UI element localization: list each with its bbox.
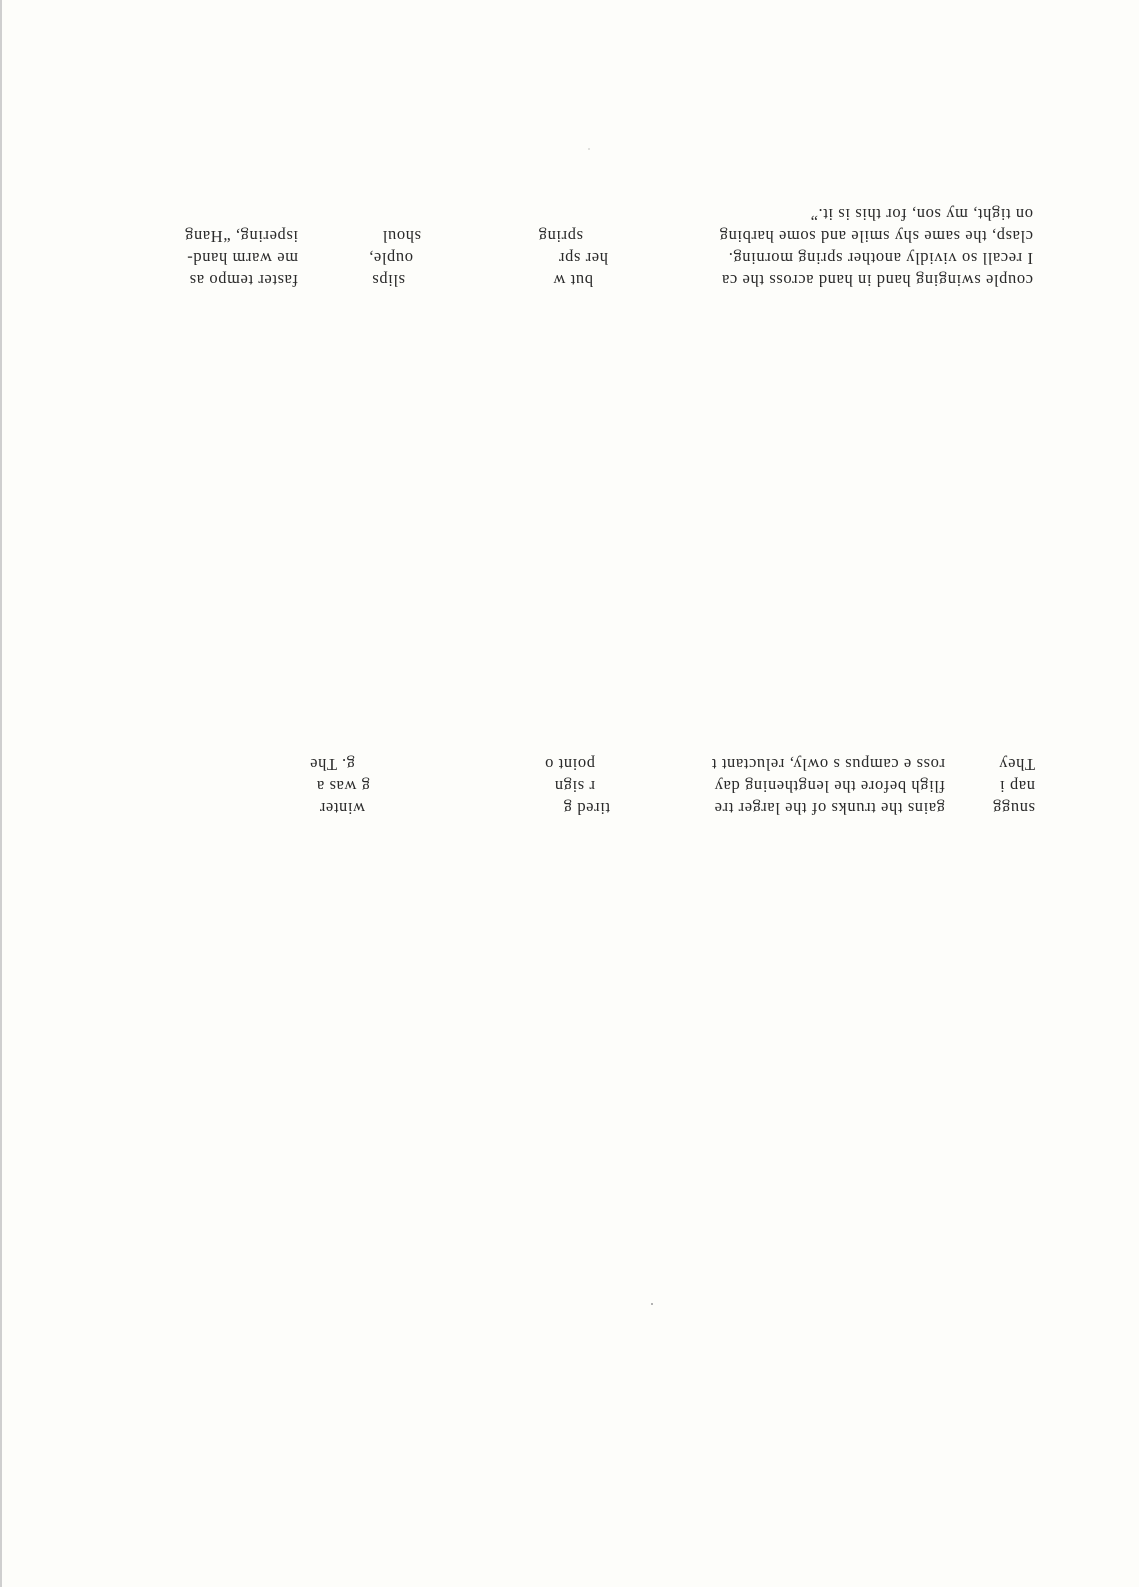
upside-down-paragraph-top (165, 202, 1033, 290)
text-fragment: shoul (382, 227, 421, 246)
page-edge-line (0, 0, 2, 1587)
text-fragment: on tight, my son, for this is it.” (810, 205, 1033, 224)
paper-speck (588, 148, 590, 150)
text-line (165, 246, 1033, 268)
text-fragment: me warm hand- (186, 249, 298, 268)
text-fragment: clasp, the same shy smile and some harbing (719, 227, 1033, 246)
text-fragment: They (998, 755, 1035, 774)
text-fragment: point o (544, 755, 595, 774)
text-fragment: but w (552, 271, 593, 290)
text-line (165, 224, 1033, 246)
text-line (165, 268, 1033, 290)
text-fragment: her spr (558, 249, 608, 268)
text-fragment: ouple, (368, 249, 413, 268)
text-line (290, 774, 1035, 796)
text-fragment: faster tempo as (189, 271, 298, 290)
text-fragment: slips (371, 271, 405, 290)
text-fragment: I recall so vividly another spring morning. (728, 249, 1033, 268)
text-fragment: spring (538, 227, 583, 246)
text-fragment: snugg (992, 799, 1035, 818)
text-line (290, 752, 1035, 774)
upside-down-paragraph-bottom (290, 752, 1035, 818)
text-fragment: ross e campus s owly, reluctant t (711, 755, 945, 774)
text-fragment: ispering, “Hang (184, 227, 298, 246)
text-fragment: r sign (554, 777, 595, 796)
text-fragment: couple swinging hand in hand across the ca (721, 271, 1033, 290)
text-fragment: gains the trunks of the larger tre (714, 799, 945, 818)
paper-speck (651, 1303, 653, 1305)
text-fragment: nap i (999, 777, 1035, 796)
text-fragment: fligh before the lengthening day (714, 777, 945, 796)
text-fragment: g. The (309, 755, 355, 774)
text-line (165, 202, 1033, 224)
text-fragment: g was a (316, 777, 370, 796)
text-fragment: winter (319, 799, 365, 818)
text-line (290, 796, 1035, 818)
text-fragment: tired g (563, 799, 610, 818)
